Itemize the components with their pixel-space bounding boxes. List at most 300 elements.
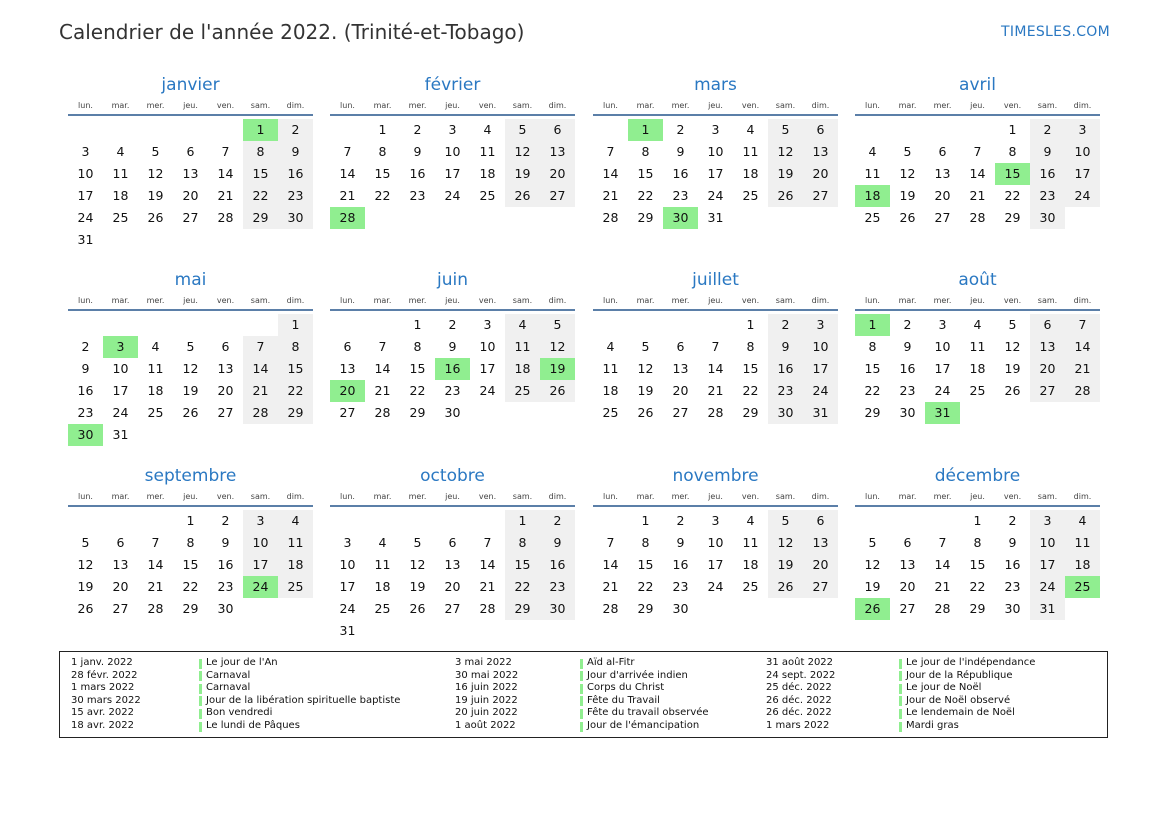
weekday-label: dim. — [811, 296, 830, 305]
calendar-day: 10 — [1074, 144, 1091, 159]
calendar-day: 18 — [742, 166, 759, 181]
calendar-day: 23 — [1004, 579, 1021, 594]
header-rule — [855, 114, 1100, 116]
calendar-day: 24 — [707, 188, 724, 203]
holiday-day: 30 — [663, 207, 698, 229]
calendar-day: 12 — [637, 361, 654, 376]
calendar-day: 30 — [1004, 601, 1021, 616]
calendar-day: 7 — [256, 339, 265, 354]
calendar-day: 10 — [707, 144, 724, 159]
holiday-day: 30 — [68, 424, 103, 446]
header-rule — [68, 309, 313, 311]
calendar-day: 2 — [1043, 122, 1052, 137]
weekday-label: mer. — [671, 101, 690, 110]
calendar-day: 28 — [707, 405, 724, 420]
calendar-day: 31 — [812, 405, 829, 420]
calendar-day: 30 — [672, 601, 689, 616]
calendar-day: 7 — [378, 339, 387, 354]
legend-holiday-name: Le jour de Noël — [906, 682, 982, 694]
calendar-day: 2 — [81, 339, 90, 354]
calendar-day: 3 — [816, 317, 825, 332]
calendar-day: 9 — [221, 535, 230, 550]
legend-holiday-name: Le jour de l'An — [206, 657, 278, 668]
calendar-day: 24 — [1039, 579, 1056, 594]
calendar-day: 25 — [602, 405, 619, 420]
calendar-day: 3 — [448, 122, 457, 137]
calendar-day: 21 — [217, 188, 234, 203]
calendar-day: 27 — [549, 188, 566, 203]
calendar-day: 22 — [182, 579, 199, 594]
header-rule — [330, 309, 575, 311]
legend-holiday-name: Jour de l'émancipation — [587, 720, 700, 731]
calendar-day: 16 — [409, 166, 426, 181]
legend-marker — [199, 671, 202, 681]
calendar-day: 12 — [899, 166, 916, 181]
calendar-day: 13 — [112, 557, 129, 572]
calendar-day: 5 — [413, 535, 422, 550]
calendar-day: 24 — [1074, 188, 1091, 203]
weekday-label: mar. — [636, 101, 655, 110]
calendar-day: 30 — [777, 405, 794, 420]
calendar-day: 1 — [641, 513, 650, 528]
calendar-day: 11 — [864, 166, 881, 181]
holiday-legend — [59, 651, 1108, 738]
calendar-day: 19 — [147, 188, 164, 203]
calendar-day: 15 — [742, 361, 759, 376]
weekday-label: lun. — [603, 101, 618, 110]
calendar-day: 13 — [339, 361, 356, 376]
calendar-day: 18 — [602, 383, 619, 398]
calendar-day: 23 — [77, 405, 94, 420]
calendar-day: 7 — [606, 144, 615, 159]
calendar-day: 10 — [934, 339, 951, 354]
calendar-day: 8 — [291, 339, 300, 354]
calendar-day: 8 — [973, 535, 982, 550]
calendar-day: 18 — [969, 361, 986, 376]
holiday-day: 20 — [330, 380, 365, 402]
month-name: décembre — [934, 466, 1021, 486]
weekday-label: dim. — [286, 101, 305, 110]
calendar-day: 8 — [186, 535, 195, 550]
calendar-day: 8 — [518, 535, 527, 550]
calendar-day: 5 — [868, 535, 877, 550]
weekday-label: jeu. — [183, 492, 198, 501]
holiday-day: 25 — [1065, 576, 1100, 598]
calendar-day: 6 — [816, 513, 825, 528]
calendar-day: 29 — [637, 601, 654, 616]
calendar-day: 4 — [1078, 513, 1087, 528]
calendar-day: 2 — [1008, 513, 1017, 528]
calendar-day: 23 — [1039, 188, 1056, 203]
weekday-label: dim. — [548, 101, 567, 110]
calendar-day: 17 — [77, 188, 94, 203]
calendar-day: 5 — [903, 144, 912, 159]
calendar-day: 5 — [518, 122, 527, 137]
weekday-label: sam. — [512, 296, 533, 305]
weekday-label: jeu. — [445, 101, 460, 110]
holiday-day: 3 — [103, 336, 138, 358]
calendar-day: 8 — [641, 535, 650, 550]
calendar-day: 26 — [777, 188, 794, 203]
calendar-day: 23 — [549, 579, 566, 594]
weekday-label: lun. — [78, 296, 93, 305]
calendar-day: 12 — [1004, 339, 1021, 354]
calendar-day: 16 — [549, 557, 566, 572]
calendar-day: 22 — [514, 579, 531, 594]
weekday-label: dim. — [548, 492, 567, 501]
legend-marker — [199, 684, 202, 694]
calendar-day: 23 — [444, 383, 461, 398]
calendar-day: 15 — [374, 166, 391, 181]
calendar-day: 17 — [812, 361, 829, 376]
weekday-label: mer. — [933, 296, 952, 305]
weekday-label: jeu. — [970, 296, 985, 305]
calendar-day: 20 — [812, 557, 829, 572]
calendar-day: 29 — [182, 601, 199, 616]
calendar-day: 15 — [864, 361, 881, 376]
calendar-day: 28 — [934, 601, 951, 616]
calendar-day: 15 — [514, 557, 531, 572]
weekday-label: lun. — [78, 101, 93, 110]
calendar-day: 19 — [409, 579, 426, 594]
month-name: mai — [174, 270, 207, 290]
calendar-day: 18 — [742, 557, 759, 572]
weekday-label: ven. — [741, 101, 760, 110]
calendar-day: 6 — [448, 535, 457, 550]
legend-date: 24 sept. 2022 — [766, 669, 836, 681]
header-rule — [330, 505, 575, 507]
calendar-day: 10 — [707, 535, 724, 550]
calendar-day: 19 — [77, 579, 94, 594]
calendar-day: 14 — [1074, 339, 1091, 354]
calendar-day: 24 — [112, 405, 129, 420]
header-rule — [593, 114, 838, 116]
calendar-day: 16 — [899, 361, 916, 376]
calendar-day: 14 — [969, 166, 986, 181]
calendar-day: 14 — [602, 166, 619, 181]
calendar-day: 12 — [777, 144, 794, 159]
calendar-day: 25 — [374, 601, 391, 616]
legend-date: 1 mars 2022 — [766, 720, 830, 731]
calendar-day: 7 — [938, 535, 947, 550]
calendar-day: 24 — [479, 383, 496, 398]
weekday-label: mar. — [373, 492, 392, 501]
calendar-day: 18 — [479, 166, 496, 181]
calendar-day: 14 — [339, 166, 356, 181]
calendar-day: 14 — [934, 557, 951, 572]
calendar-day: 21 — [707, 383, 724, 398]
weekday-label: jeu. — [708, 296, 723, 305]
calendar-day: 8 — [746, 339, 755, 354]
legend-holiday-name: Le jour de l'indépendance — [906, 657, 1036, 668]
legend-marker — [580, 671, 583, 681]
page-title: Calendrier de l'année 2022. (Trinité-et-Tobago) — [59, 20, 525, 44]
weekday-label: sam. — [775, 101, 796, 110]
calendar-day: 11 — [514, 339, 531, 354]
calendar-day: 6 — [1043, 317, 1052, 332]
legend-date: 20 juin 2022 — [455, 707, 518, 719]
calendar-day: 26 — [777, 579, 794, 594]
calendar-day: 12 — [182, 361, 199, 376]
calendar-day: 18 — [287, 557, 304, 572]
calendar-day: 12 — [549, 339, 566, 354]
brand-link[interactable]: TIMESLES.COM — [1001, 24, 1110, 40]
calendar-day: 10 — [812, 339, 829, 354]
calendar-day: 1 — [746, 317, 755, 332]
calendar-day: 29 — [969, 601, 986, 616]
calendar-day: 24 — [339, 601, 356, 616]
calendar-day: 22 — [864, 383, 881, 398]
calendar-day: 13 — [182, 166, 199, 181]
weekday-label: mar. — [373, 296, 392, 305]
weekday-label: lun. — [603, 492, 618, 501]
calendar-day: 23 — [899, 383, 916, 398]
weekday-label: lun. — [340, 101, 355, 110]
holiday-day: 28 — [330, 207, 365, 229]
legend-date: 3 mai 2022 — [455, 657, 512, 668]
calendar-day: 19 — [637, 383, 654, 398]
calendar-day: 19 — [777, 166, 794, 181]
calendar-day: 30 — [444, 405, 461, 420]
legend-date: 30 mai 2022 — [455, 669, 519, 681]
calendar-day: 21 — [969, 188, 986, 203]
weekday-label: ven. — [478, 101, 497, 110]
calendar-day: 17 — [707, 557, 724, 572]
month-name: septembre — [144, 466, 237, 486]
calendar-day: 10 — [444, 144, 461, 159]
calendar-day: 11 — [969, 339, 986, 354]
calendar-day: 18 — [1074, 557, 1091, 572]
header-rule — [68, 114, 313, 116]
calendar-day: 8 — [378, 144, 387, 159]
legend-holiday-name: Le lundi de Pâques — [206, 720, 300, 731]
calendar-day: 16 — [217, 557, 234, 572]
calendar-day: 3 — [938, 317, 947, 332]
calendar-day: 20 — [672, 383, 689, 398]
weekday-label: ven. — [216, 101, 235, 110]
calendar-day: 30 — [1039, 210, 1056, 225]
calendar-day: 18 — [147, 383, 164, 398]
weekday-label: mer. — [933, 492, 952, 501]
legend-marker — [199, 659, 202, 669]
weekday-label: mar. — [373, 101, 392, 110]
calendar-day: 21 — [252, 383, 269, 398]
weekday-label: jeu. — [708, 101, 723, 110]
calendar-day: 17 — [339, 579, 356, 594]
weekday-label: sam. — [250, 492, 271, 501]
weekday-label: sam. — [775, 492, 796, 501]
weekday-label: lun. — [340, 492, 355, 501]
holiday-day: 18 — [855, 185, 890, 207]
weekday-label: lun. — [78, 492, 93, 501]
legend-marker — [580, 684, 583, 694]
weekday-label: mer. — [146, 492, 165, 501]
legend-date: 19 juin 2022 — [455, 694, 518, 706]
weekday-label: ven. — [1003, 101, 1022, 110]
weekday-label: mer. — [408, 101, 427, 110]
calendar-day: 26 — [514, 188, 531, 203]
legend-holiday-name: Fête du Travail — [587, 694, 660, 706]
holiday-day: 24 — [243, 576, 278, 598]
calendar-day: 31 — [707, 210, 724, 225]
legend-holiday-name: Mardi gras — [906, 720, 959, 731]
calendar-day: 1 — [1008, 122, 1017, 137]
calendar-day: 26 — [147, 210, 164, 225]
calendar-day: 15 — [182, 557, 199, 572]
calendar-day: 25 — [147, 405, 164, 420]
calendar-day: 7 — [483, 535, 492, 550]
weekday-label: mar. — [636, 296, 655, 305]
weekday-label: mar. — [111, 101, 130, 110]
calendar-day: 13 — [672, 361, 689, 376]
weekday-label: jeu. — [445, 492, 460, 501]
calendar-day: 10 — [77, 166, 94, 181]
calendar-day: 22 — [969, 579, 986, 594]
calendar-day: 22 — [287, 383, 304, 398]
calendar-day: 24 — [77, 210, 94, 225]
calendar-day: 29 — [287, 405, 304, 420]
calendar-day: 30 — [899, 405, 916, 420]
weekday-label: ven. — [478, 296, 497, 305]
weekday-label: sam. — [512, 492, 533, 501]
calendar-day: 6 — [116, 535, 125, 550]
weekday-label: jeu. — [708, 492, 723, 501]
calendar-day: 11 — [479, 144, 496, 159]
calendar-day: 3 — [711, 513, 720, 528]
calendar-day: 5 — [81, 535, 90, 550]
calendar-day: 20 — [444, 579, 461, 594]
calendar-day: 2 — [903, 317, 912, 332]
calendar-day: 2 — [781, 317, 790, 332]
calendar-day: 26 — [549, 383, 566, 398]
weekday-label: sam. — [1037, 492, 1058, 501]
weekday-label: lun. — [865, 101, 880, 110]
calendar-day: 26 — [77, 601, 94, 616]
weekday-label: sam. — [775, 296, 796, 305]
weekday-label: mer. — [933, 101, 952, 110]
calendar-day: 14 — [147, 557, 164, 572]
calendar-day: 8 — [641, 144, 650, 159]
weekday-label: mer. — [671, 492, 690, 501]
legend-marker — [580, 696, 583, 706]
calendar-day: 5 — [641, 339, 650, 354]
calendar-day: 15 — [409, 361, 426, 376]
calendar-day: 27 — [1039, 383, 1056, 398]
calendar-day: 28 — [602, 601, 619, 616]
calendar-day: 6 — [903, 535, 912, 550]
calendar-day: 29 — [409, 405, 426, 420]
legend-holiday-name: Jour d'arrivée indien — [587, 669, 688, 681]
calendar-day: 7 — [711, 339, 720, 354]
calendar-day: 16 — [1004, 557, 1021, 572]
weekday-label: ven. — [478, 492, 497, 501]
calendar-day: 9 — [781, 339, 790, 354]
calendar-day: 27 — [934, 210, 951, 225]
weekday-label: ven. — [741, 296, 760, 305]
calendar-day: 6 — [221, 339, 230, 354]
weekday-label: sam. — [512, 101, 533, 110]
calendar-day: 21 — [602, 579, 619, 594]
calendar-day: 7 — [1078, 317, 1087, 332]
calendar-day: 6 — [676, 339, 685, 354]
calendar-day: 22 — [374, 188, 391, 203]
calendar-day: 31 — [112, 427, 129, 442]
calendar-day: 22 — [742, 383, 759, 398]
calendar-day: 27 — [182, 210, 199, 225]
weekday-label: mar. — [898, 492, 917, 501]
month-name: février — [424, 75, 481, 95]
calendar-day: 12 — [77, 557, 94, 572]
weekday-label: ven. — [216, 296, 235, 305]
calendar-day: 25 — [864, 210, 881, 225]
calendar-day: 22 — [637, 188, 654, 203]
holiday-day: 19 — [540, 358, 575, 380]
legend-holiday-name: Jour de la libération spirituelle baptiste — [206, 694, 401, 706]
calendar-day: 4 — [483, 122, 492, 137]
calendar-day: 20 — [217, 383, 234, 398]
holiday-day: 16 — [435, 358, 470, 380]
weekday-label: lun. — [603, 296, 618, 305]
calendar-day: 5 — [553, 317, 562, 332]
calendar-day: 29 — [742, 405, 759, 420]
calendar-day: 28 — [602, 210, 619, 225]
calendar-day: 17 — [252, 557, 269, 572]
calendar-day: 26 — [182, 405, 199, 420]
calendar-day: 12 — [777, 535, 794, 550]
calendar-day: 19 — [864, 579, 881, 594]
calendar-day: 16 — [77, 383, 94, 398]
calendar-day: 27 — [899, 601, 916, 616]
calendar-day: 10 — [112, 361, 129, 376]
calendar-day: 6 — [553, 122, 562, 137]
calendar-day: 19 — [1004, 361, 1021, 376]
legend-marker — [580, 659, 583, 669]
legend-marker — [899, 659, 902, 669]
legend-date: 25 déc. 2022 — [766, 682, 832, 694]
weekday-label: sam. — [250, 101, 271, 110]
calendar-day: 19 — [182, 383, 199, 398]
legend-marker — [199, 709, 202, 719]
header-rule — [593, 309, 838, 311]
calendar-day: 9 — [553, 535, 562, 550]
calendar-day: 17 — [444, 166, 461, 181]
calendar-day: 28 — [374, 405, 391, 420]
calendar-day: 1 — [186, 513, 195, 528]
calendar-day: 8 — [868, 339, 877, 354]
weekday-label: dim. — [1073, 492, 1092, 501]
calendar-day: 17 — [707, 166, 724, 181]
calendar-day: 28 — [1074, 383, 1091, 398]
legend-holiday-name: Jour de Noël observé — [906, 694, 1011, 706]
calendar-day: 27 — [217, 405, 234, 420]
calendar-day: 3 — [711, 122, 720, 137]
weekday-label: dim. — [1073, 101, 1092, 110]
calendar-day: 1 — [973, 513, 982, 528]
calendar-day: 24 — [812, 383, 829, 398]
weekday-label: dim. — [548, 296, 567, 305]
calendar-day: 24 — [934, 383, 951, 398]
weekday-label: dim. — [286, 296, 305, 305]
calendar-day: 22 — [409, 383, 426, 398]
calendar-day: 25 — [742, 579, 759, 594]
calendar-day: 9 — [291, 144, 300, 159]
calendar-day: 20 — [812, 166, 829, 181]
calendar-day: 30 — [287, 210, 304, 225]
legend-date: 30 mars 2022 — [71, 694, 141, 706]
calendar-day: 31 — [339, 623, 356, 638]
calendar-day: 3 — [343, 535, 352, 550]
calendar-day: 15 — [287, 361, 304, 376]
